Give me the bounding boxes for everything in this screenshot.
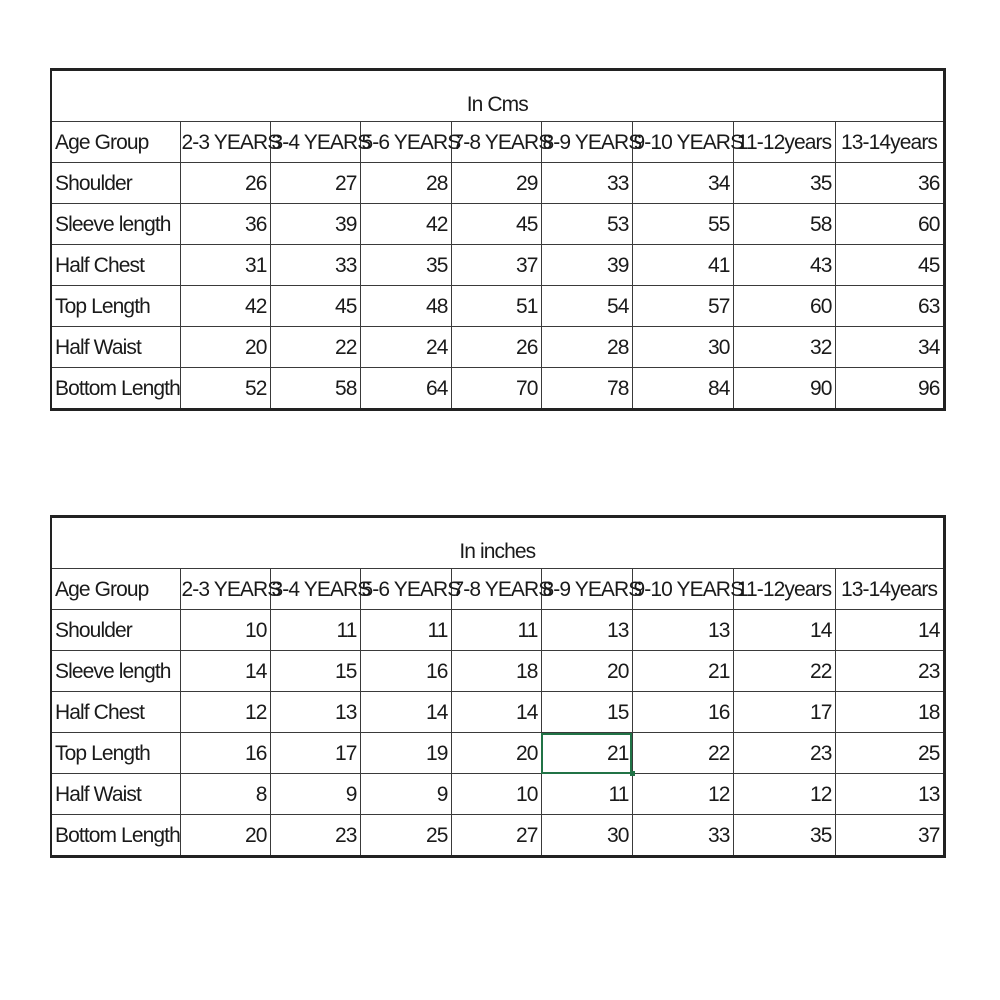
value-cell[interactable]: 16 (360, 651, 451, 692)
value-cell[interactable]: 15 (541, 692, 632, 733)
value-cell[interactable]: 27 (270, 163, 360, 204)
value-cell[interactable]: 78 (541, 368, 632, 410)
value-cell[interactable]: 84 (632, 368, 733, 410)
header-cell[interactable]: 3-4 YEARS (270, 569, 360, 610)
value-cell[interactable]: 11 (360, 610, 451, 651)
value-cell[interactable]: 45 (270, 286, 360, 327)
value-cell[interactable]: 42 (360, 204, 451, 245)
value-cell[interactable]: 9 (270, 774, 360, 815)
header-cell[interactable]: 13-14years (835, 122, 944, 163)
value-cell[interactable]: 28 (541, 327, 632, 368)
value-cell[interactable]: 17 (733, 692, 835, 733)
value-cell[interactable]: 20 (541, 651, 632, 692)
value-cell[interactable]: 18 (835, 692, 944, 733)
value-cell[interactable]: 25 (835, 733, 944, 774)
table-title-row (51, 517, 944, 569)
table-row (51, 286, 944, 327)
value-cell[interactable]: 19 (360, 733, 451, 774)
value-cell[interactable]: 36 (180, 204, 270, 245)
header-cell[interactable]: 5-6 YEARS (360, 122, 451, 163)
row-label-cell[interactable]: Shoulder (51, 610, 180, 651)
value-cell[interactable]: 28 (360, 163, 451, 204)
row-label-cell[interactable]: Bottom Length (51, 815, 180, 857)
value-cell[interactable]: 64 (360, 368, 451, 410)
row-label-cell[interactable]: Bottom Length (51, 368, 180, 410)
header-cell[interactable]: 2-3 YEARS (180, 569, 270, 610)
value-cell[interactable]: 33 (632, 815, 733, 857)
value-cell[interactable]: 12 (632, 774, 733, 815)
header-cell[interactable]: 7-8 YEARS (451, 569, 541, 610)
value-cell[interactable]: 45 (835, 245, 944, 286)
header-cell[interactable]: Age Group (51, 122, 180, 163)
value-cell[interactable]: 16 (180, 733, 270, 774)
value-cell[interactable]: 58 (270, 368, 360, 410)
value-cell[interactable]: 39 (541, 245, 632, 286)
table-row (51, 204, 944, 245)
header-cell[interactable]: 5-6 YEARS (360, 569, 451, 610)
row-label-cell[interactable]: Sleeve length (51, 204, 180, 245)
table-row (51, 733, 944, 774)
size-chart-cms-table (50, 68, 946, 411)
value-cell[interactable]: 9 (360, 774, 451, 815)
value-cell[interactable]: 42 (180, 286, 270, 327)
value-cell[interactable]: 26 (451, 327, 541, 368)
size-chart-inches-table (50, 515, 946, 858)
value-cell[interactable]: 41 (632, 245, 733, 286)
value-cell[interactable]: 10 (451, 774, 541, 815)
value-cell[interactable]: 52 (180, 368, 270, 410)
value-cell[interactable]: 63 (835, 286, 944, 327)
value-cell[interactable]: 11 (541, 774, 632, 815)
header-cell[interactable]: 7-8 YEARS (451, 122, 541, 163)
value-cell[interactable]: 57 (632, 286, 733, 327)
table-row (51, 245, 944, 286)
value-cell[interactable]: 96 (835, 368, 944, 410)
value-cell[interactable]: 33 (270, 245, 360, 286)
value-cell[interactable]: 33 (541, 163, 632, 204)
value-cell[interactable]: 32 (733, 327, 835, 368)
value-cell[interactable]: 12 (733, 774, 835, 815)
value-cell[interactable]: 11 (451, 610, 541, 651)
value-cell[interactable]: 37 (451, 245, 541, 286)
header-cell[interactable]: 11-12years (733, 569, 835, 610)
value-cell[interactable]: 26 (180, 163, 270, 204)
value-cell[interactable]: 39 (270, 204, 360, 245)
value-cell[interactable]: 18 (451, 651, 541, 692)
value-cell[interactable]: 90 (733, 368, 835, 410)
value-cell[interactable]: 10 (180, 610, 270, 651)
table-row (51, 692, 944, 733)
header-cell[interactable]: Age Group (51, 569, 180, 610)
table-row (51, 815, 944, 857)
value-cell[interactable]: 21 (632, 651, 733, 692)
value-cell[interactable]: 60 (733, 286, 835, 327)
value-cell[interactable]: 35 (733, 815, 835, 857)
row-label-cell[interactable]: Top Length (51, 733, 180, 774)
header-row (51, 122, 944, 163)
value-cell[interactable]: 35 (733, 163, 835, 204)
value-cell[interactable]: 20 (180, 815, 270, 857)
value-cell[interactable]: 31 (180, 245, 270, 286)
value-cell[interactable]: 30 (632, 327, 733, 368)
value-cell[interactable]: 20 (180, 327, 270, 368)
value-cell[interactable]: 14 (733, 610, 835, 651)
value-cell[interactable]: 14 (835, 610, 944, 651)
table-title-row (51, 70, 944, 122)
value-cell[interactable]: 55 (632, 204, 733, 245)
row-label-cell[interactable]: Half Chest (51, 245, 180, 286)
value-cell[interactable]: 20 (451, 733, 541, 774)
value-cell[interactable]: 13 (632, 610, 733, 651)
row-label-cell[interactable]: Top Length (51, 286, 180, 327)
value-cell[interactable]: 34 (632, 163, 733, 204)
value-cell[interactable]: 24 (360, 327, 451, 368)
value-cell[interactable]: 15 (270, 651, 360, 692)
value-cell[interactable]: 23 (835, 651, 944, 692)
value-cell[interactable]: 17 (270, 733, 360, 774)
value-cell[interactable]: 30 (541, 815, 632, 857)
table-row (51, 651, 944, 692)
table-title-cell[interactable]: In inches (51, 517, 944, 569)
value-cell[interactable]: 58 (733, 204, 835, 245)
table-row (51, 610, 944, 651)
value-cell[interactable]: 23 (270, 815, 360, 857)
value-cell[interactable]: 35 (360, 245, 451, 286)
value-cell[interactable]: 22 (632, 733, 733, 774)
value-cell[interactable]: 16 (632, 692, 733, 733)
header-cell[interactable]: 8-9 YEARS (541, 122, 632, 163)
value-cell[interactable]: 48 (360, 286, 451, 327)
table-row (51, 163, 944, 204)
value-cell[interactable]: 51 (451, 286, 541, 327)
table-row (51, 774, 944, 815)
value-cell[interactable]: 13 (270, 692, 360, 733)
value-cell[interactable]: 34 (835, 327, 944, 368)
value-cell[interactable]: 14 (360, 692, 451, 733)
header-cell[interactable]: 13-14years (835, 569, 944, 610)
value-cell[interactable]: 54 (541, 286, 632, 327)
value-cell[interactable]: 8 (180, 774, 270, 815)
value-cell[interactable]: 13 (541, 610, 632, 651)
table-row (51, 327, 944, 368)
value-cell[interactable]: 12 (180, 692, 270, 733)
value-cell[interactable]: 60 (835, 204, 944, 245)
value-cell[interactable]: 22 (733, 651, 835, 692)
value-cell[interactable]: 70 (451, 368, 541, 410)
header-cell[interactable]: 8-9 YEARS (541, 569, 632, 610)
value-cell[interactable]: 11 (270, 610, 360, 651)
value-cell[interactable]: 14 (451, 692, 541, 733)
value-cell[interactable]: 36 (835, 163, 944, 204)
table-title-cell[interactable]: In Cms (51, 70, 944, 122)
row-label-cell[interactable]: Shoulder (51, 163, 180, 204)
header-cell[interactable]: 9-10 YEARS (632, 122, 733, 163)
row-label-cell[interactable]: Half Waist (51, 774, 180, 815)
row-label-cell[interactable]: Half Chest (51, 692, 180, 733)
value-cell[interactable]: 23 (733, 733, 835, 774)
row-label-cell[interactable]: Half Waist (51, 327, 180, 368)
row-label-cell[interactable]: Sleeve length (51, 651, 180, 692)
table-row (51, 368, 944, 410)
value-cell[interactable]: 25 (360, 815, 451, 857)
value-cell[interactable]: 37 (835, 815, 944, 857)
value-cell[interactable]: 53 (541, 204, 632, 245)
value-cell[interactable]: 45 (451, 204, 541, 245)
value-cell[interactable]: 22 (270, 327, 360, 368)
value-cell[interactable]: 14 (180, 651, 270, 692)
header-cell[interactable]: 9-10 YEARS (632, 569, 733, 610)
header-cell[interactable]: 3-4 YEARS (270, 122, 360, 163)
header-cell[interactable]: 11-12years (733, 122, 835, 163)
value-cell[interactable]: 29 (451, 163, 541, 204)
value-cell[interactable]: 13 (835, 774, 944, 815)
selected-cell[interactable]: 21 (541, 733, 632, 774)
value-cell[interactable]: 27 (451, 815, 541, 857)
header-row (51, 569, 944, 610)
value-cell[interactable]: 43 (733, 245, 835, 286)
header-cell[interactable]: 2-3 YEARS (180, 122, 270, 163)
